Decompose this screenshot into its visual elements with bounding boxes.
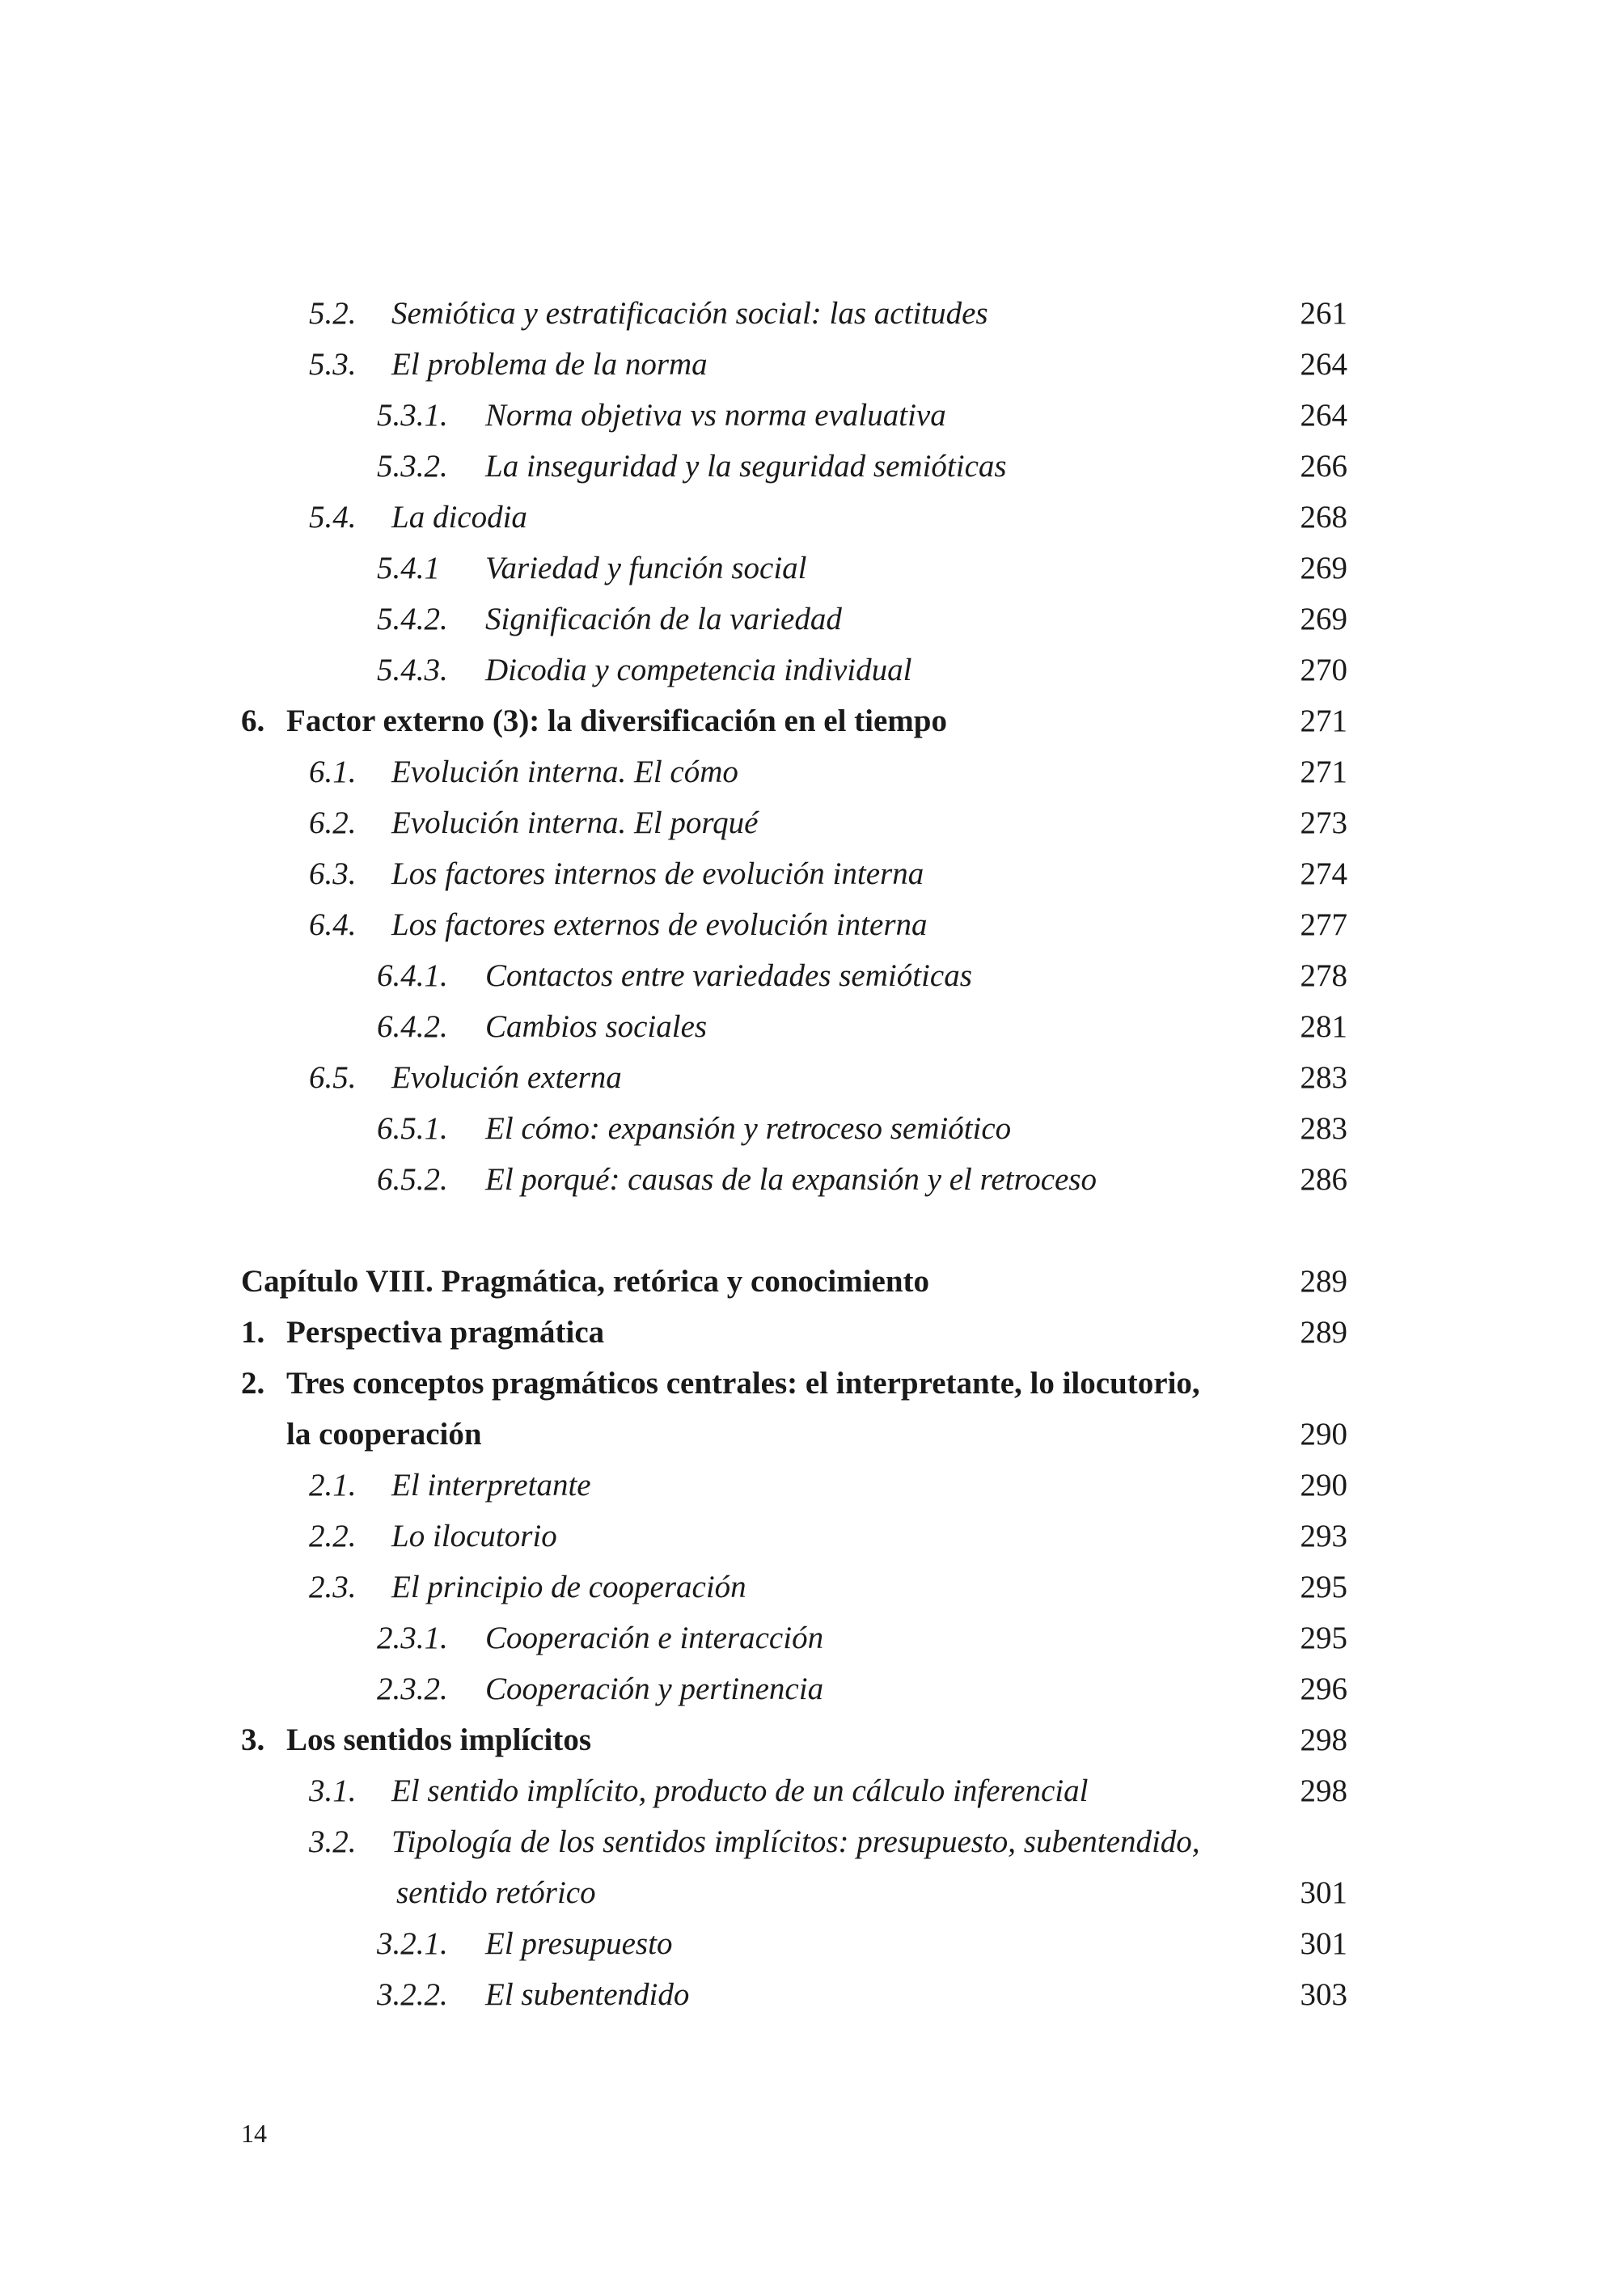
toc-entry — [241, 288, 1347, 339]
toc-entry-number: 2.1. — [309, 1468, 357, 1503]
toc-entry — [241, 1460, 1347, 1511]
toc-entry — [241, 1358, 1347, 1409]
toc-entry-number: 6.4.2. — [377, 1009, 448, 1044]
toc-entry-page: 281 — [1300, 1009, 1347, 1044]
toc-entry-page: 264 — [1300, 398, 1347, 433]
toc-entry-page: 273 — [1300, 805, 1347, 840]
toc-entry-title: Evolución interna. El porqué — [391, 805, 759, 840]
toc-entry-number: 2.3. — [309, 1570, 357, 1604]
toc-entry — [241, 1663, 1347, 1714]
toc-entry — [241, 1307, 1347, 1358]
toc-entry-page: 269 — [1300, 602, 1347, 636]
toc-entry — [241, 645, 1347, 695]
toc-entry-number: 5.4.2. — [377, 602, 448, 636]
toc-entry-title: Capítulo VIII. Pragmática, retórica y conocimiento — [241, 1264, 930, 1299]
toc-entry-title: Los factores internos de evolución interna — [391, 856, 924, 891]
toc-entry-title: Factor externo (3): la diversificación en el tiempo — [286, 704, 947, 738]
toc-entry — [241, 1562, 1347, 1613]
toc-entry-title: El sentido implícito, producto de un cálculo inferencial — [391, 1773, 1089, 1808]
toc-entry-number: 2.3.2. — [377, 1672, 448, 1706]
toc-entry — [241, 390, 1347, 441]
toc-entry — [241, 797, 1347, 848]
toc-entry-number: 3.2.2. — [377, 1977, 448, 2012]
toc-entry-page: 296 — [1300, 1672, 1347, 1706]
toc-entry-title: El problema de la norma — [391, 347, 708, 382]
toc-entry — [241, 1154, 1347, 1205]
toc-entry-page: 277 — [1300, 907, 1347, 942]
toc-entry — [241, 695, 1347, 746]
toc-entry — [241, 1103, 1347, 1154]
toc-entry-number: 5.2. — [309, 296, 357, 331]
toc-entry-number: 5.4. — [309, 500, 357, 535]
toc-entry-page: 298 — [1300, 1773, 1347, 1808]
toc-entry — [241, 1511, 1347, 1562]
toc-entry-number: 6.3. — [309, 856, 357, 891]
toc-entry-title: Cambios sociales — [485, 1009, 708, 1044]
toc-entry-number: 6.1. — [309, 755, 357, 789]
toc-entry — [241, 1052, 1347, 1103]
toc-entry-title: sentido retórico — [396, 1875, 596, 1910]
toc-entry — [241, 441, 1347, 492]
toc-entry-page: 295 — [1300, 1570, 1347, 1604]
toc-entry — [241, 950, 1347, 1001]
toc-entry — [241, 848, 1347, 899]
toc-entry-title: El porqué: causas de la expansión y el retroceso — [485, 1162, 1097, 1197]
toc-entry — [241, 1714, 1347, 1765]
toc-entry — [241, 492, 1347, 543]
toc-entry-title: Perspectiva pragmática — [286, 1315, 605, 1350]
toc-entry-title: El principio de cooperación — [391, 1570, 746, 1604]
toc-entry-title: Cooperación e interacción — [485, 1621, 824, 1655]
toc-entry-page: 283 — [1300, 1060, 1347, 1095]
toc-entry-title: Lo ilocutorio — [391, 1519, 557, 1553]
toc-entry-page: 264 — [1300, 347, 1347, 382]
toc-entry — [241, 1816, 1347, 1867]
toc-entry-number: 2. — [241, 1366, 265, 1401]
toc-entry-title: Tres conceptos pragmáticos centrales: el interpretante, lo ilocutorio, — [286, 1366, 1200, 1401]
toc-entry-page: 289 — [1300, 1264, 1347, 1299]
toc-entry — [241, 1765, 1347, 1816]
toc-entry-title: Tipología de los sentidos implícitos: presupuesto, subentendido, — [391, 1824, 1200, 1859]
toc-entry-page: 271 — [1300, 704, 1347, 738]
toc-entry-number: 5.4.3. — [377, 653, 448, 687]
toc-entry-page: 283 — [1300, 1111, 1347, 1146]
toc-entry-number: 3.1. — [309, 1773, 357, 1808]
toc-chapter-heading — [241, 1256, 1347, 1307]
toc-entry-page: 303 — [1300, 1977, 1347, 2012]
toc-entry — [241, 1001, 1347, 1052]
toc-entry-page: 301 — [1300, 1875, 1347, 1910]
toc-entry-number: 5.3.2. — [377, 449, 448, 484]
toc-entry-page: 286 — [1300, 1162, 1347, 1197]
toc-entry — [241, 1613, 1347, 1663]
toc-entry-page: 270 — [1300, 653, 1347, 687]
toc-entry-page: 298 — [1300, 1722, 1347, 1757]
toc-entry-page: 295 — [1300, 1621, 1347, 1655]
toc-entry-number: 6.5.2. — [377, 1162, 448, 1197]
toc-entry-page: 289 — [1300, 1315, 1347, 1350]
toc-entry-title: Los factores externos de evolución interna — [391, 907, 928, 942]
toc-entry-number: 3. — [241, 1722, 265, 1757]
toc-entry — [241, 543, 1347, 594]
toc-entry-title: El subentendido — [485, 1977, 690, 2012]
toc-entry-number: 6.5.1. — [377, 1111, 448, 1146]
toc-entry-number: 2.2. — [309, 1519, 357, 1553]
toc-entry-number: 3.2.1. — [377, 1926, 448, 1961]
toc-entry-number: 6. — [241, 704, 265, 738]
toc-entry-title: Dicodia y competencia individual — [485, 653, 912, 687]
toc-entry — [241, 1409, 1347, 1460]
toc-entry-title: El interpretante — [391, 1468, 591, 1503]
toc-entry-title: Cooperación y pertinencia — [485, 1672, 824, 1706]
toc-entry-title: Los sentidos implícitos — [286, 1722, 592, 1757]
table-of-contents — [241, 288, 1347, 2020]
toc-entry-title: El cómo: expansión y retroceso semiótico — [485, 1111, 1012, 1146]
toc-entry — [241, 899, 1347, 950]
toc-entry-page: 290 — [1300, 1468, 1347, 1503]
toc-entry — [241, 1918, 1347, 1969]
toc-entry-title: Evolución interna. El cómo — [391, 755, 738, 789]
toc-entry — [241, 746, 1347, 797]
toc-entry-title: El presupuesto — [485, 1926, 673, 1961]
toc-entry-page: 290 — [1300, 1417, 1347, 1452]
toc-entry-title: Norma objetiva vs norma evaluativa — [485, 398, 946, 433]
toc-entry-title: La dicodia — [391, 500, 527, 535]
toc-entry — [241, 1969, 1347, 2020]
toc-entry-page: 271 — [1300, 755, 1347, 789]
toc-entry-page: 293 — [1300, 1519, 1347, 1553]
toc-entry-number: 5.3.1. — [377, 398, 448, 433]
toc-entry-title: Evolución externa — [391, 1060, 622, 1095]
toc-entry-number: 2.3.1. — [377, 1621, 448, 1655]
toc-entry-page: 261 — [1300, 296, 1347, 331]
toc-entry-number: 6.2. — [309, 805, 357, 840]
toc-entry-title: Contactos entre variedades semióticas — [485, 958, 972, 993]
toc-entry-page: 274 — [1300, 856, 1347, 891]
toc-entry-number: 6.5. — [309, 1060, 357, 1095]
toc-entry-title: Variedad y función social — [485, 551, 807, 585]
page-number: 14 — [241, 2119, 267, 2148]
toc-entry — [241, 339, 1347, 390]
toc-entry-number: 5.4.1 — [377, 551, 440, 585]
toc-entry-number: 5.3. — [309, 347, 357, 382]
toc-entry — [241, 594, 1347, 645]
toc-entry-page: 278 — [1300, 958, 1347, 993]
toc-entry-page: 268 — [1300, 500, 1347, 535]
toc-entry-page: 266 — [1300, 449, 1347, 484]
toc-entry-title: Significación de la variedad — [485, 602, 842, 636]
toc-entry-number: 6.4. — [309, 907, 357, 942]
toc-entry-number: 3.2. — [309, 1824, 357, 1859]
toc-entry — [241, 1867, 1347, 1918]
toc-entry-title: La inseguridad y la seguridad semióticas — [485, 449, 1007, 484]
toc-entry-title: Semiótica y estratificación social: las actitudes — [391, 296, 988, 331]
toc-entry-page: 301 — [1300, 1926, 1347, 1961]
toc-entry-number: 6.4.1. — [377, 958, 448, 993]
toc-entry-page: 269 — [1300, 551, 1347, 585]
toc-entry-number: 1. — [241, 1315, 265, 1350]
toc-entry-title: la cooperación — [286, 1417, 482, 1452]
